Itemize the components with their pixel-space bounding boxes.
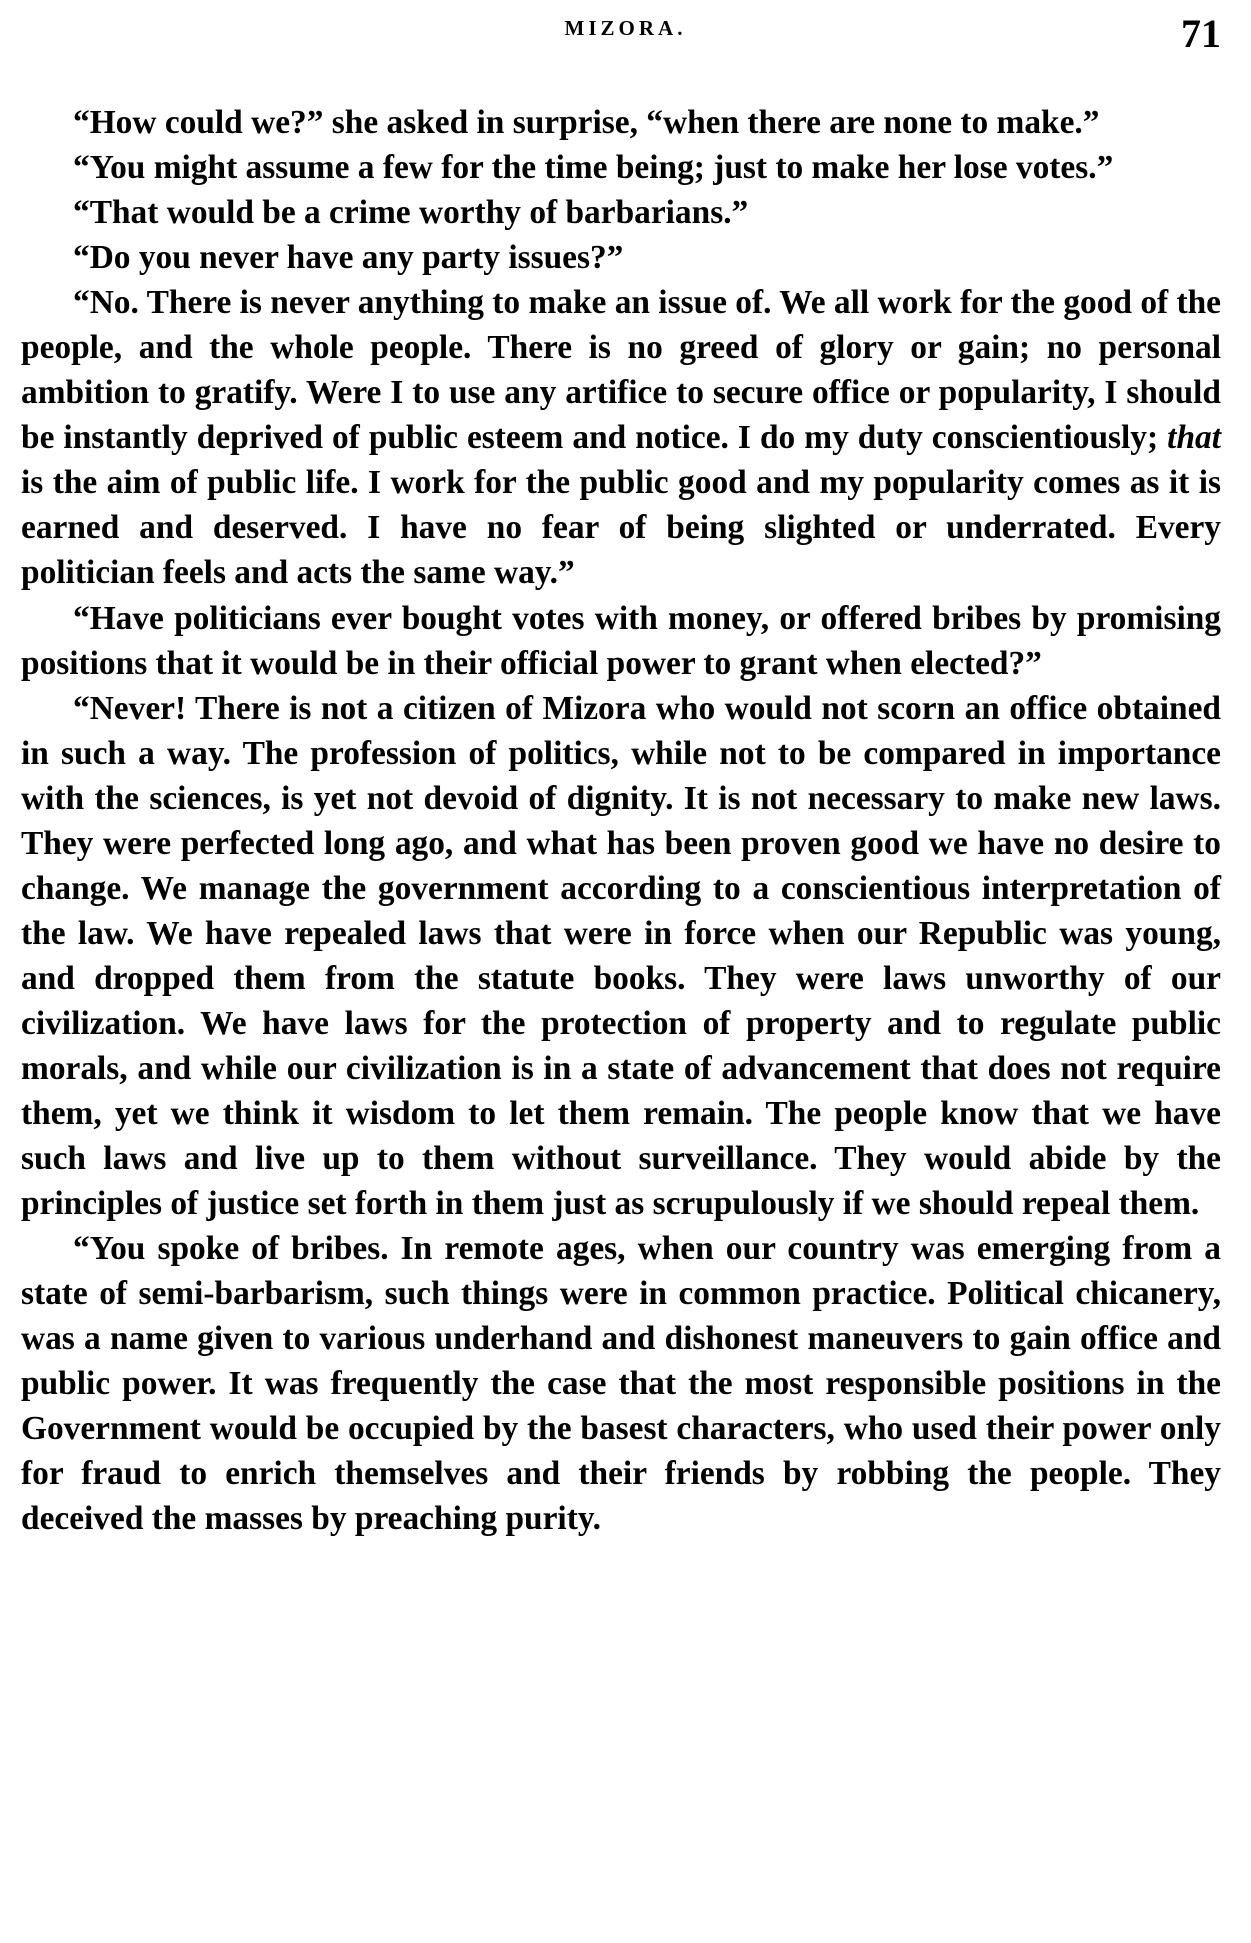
paragraph-3: “That would be a crime worthy of barbarians.” bbox=[73, 194, 749, 232]
paragraph-5-end: is the aim of public life. I work for the public good and my popularity comes as it is earned and deserved. I have no fear of being slighted or underrated. Every politician feels and acts the same way.” bbox=[21, 464, 1221, 592]
paragraph-4: “Do you never have any party issues?” bbox=[73, 239, 624, 277]
paragraph-7: “Never! There is not a citizen of Mizora who would not scorn an office obtained in such a way. The profession of politics, while not to be compared in importance with the sciences, is yet not devoid of dignity. It is not necessary to make new laws. They were perfected long ago, and what has been proven good we have no desire to change. We manage the government according to a conscientious interpretation of the law. We have repealed laws that were in force when our Republic was young, and dropped them from the statute books. They were laws unworthy of our civilization. We have laws for the protection of property and to regulate public morals, and while our civilization is in a state of advancement that does not require them, yet we think it wisdom to let them remain. The people know that we have such laws and live up to them without surveillance. They would abide by the principles of justice set forth in them just as scrupulously if we should repeal them. bbox=[21, 689, 1221, 1223]
paragraph-2: “You might assume a few for the time being; just to make her lose votes.” bbox=[73, 149, 1114, 187]
paragraph-5 bbox=[21, 280, 1221, 595]
page-header bbox=[0, 10, 1251, 60]
running-head: MIZORA. bbox=[564, 16, 687, 40]
paragraph-1: “How could we?” she asked in surprise, “when there are none to make.” bbox=[73, 104, 1100, 141]
emphasis-that: that bbox=[1167, 419, 1221, 457]
paragraph-5-start: “No. There is never anything to make an issue of. We all work for the good of the people, and the whole people. There is no greed of glory or gain; no personal ambition to gratify. Were I to use any artifice to secure office or popularity, I should be instantly deprived of public esteem and notice. I do my duty conscientiously; bbox=[21, 284, 1221, 457]
page-number: 71 bbox=[1181, 11, 1221, 56]
paragraph-6: “Have politicians ever bought votes with money, or offered bribes by promising positions that it would be in their official power to grant when elected?” bbox=[21, 599, 1221, 682]
body-text bbox=[21, 100, 1221, 1542]
paragraph-8: “You spoke of bribes. In remote ages, when our country was emerging from a state of semi-barbarism, such things were in common practice. Political chicanery, was a name given to various underhand and dishonest maneuvers to gain office and public power. It was frequently the case that the most responsible positions in the Government would be occupied by the basest characters, who used their power only for fraud to enrich themselves and their friends by robbing the people. They deceived the masses by preaching purity. bbox=[21, 1230, 1221, 1538]
